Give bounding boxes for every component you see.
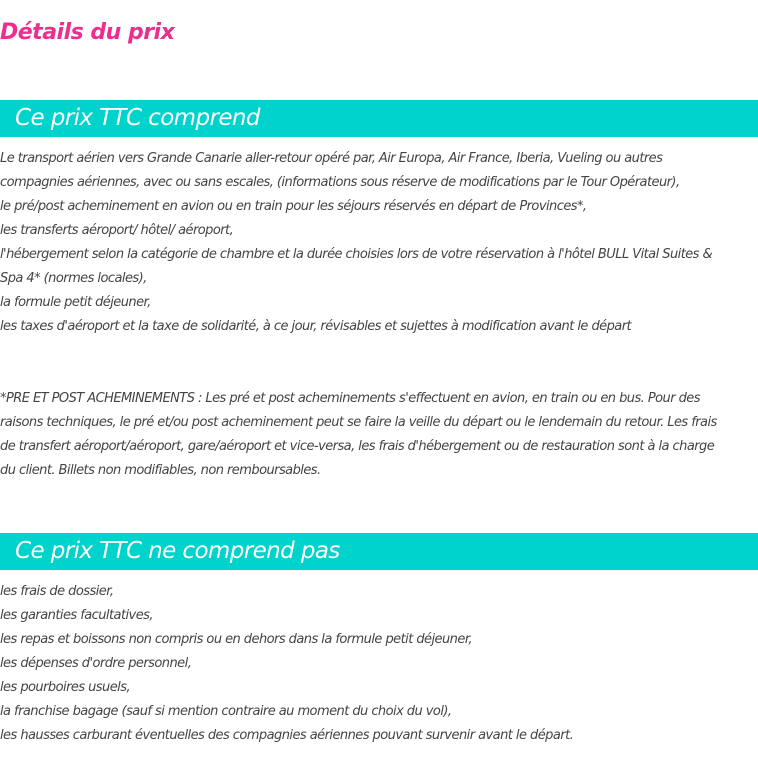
note-line: de transfert aéroport/aéroport, gare/aéroport et vice-versa, les frais d'hébergement ou de restauration sont à la charge (0, 439, 715, 454)
excluded-line: les dépenses d'ordre personnel, (0, 656, 192, 671)
included-line: Le transport aérien vers Grande Canarie aller-retour opéré par, Air Europa, Air France, Iberia, Vueling ou autres (0, 151, 663, 166)
excluded-line: les frais de dossier, (0, 584, 114, 599)
excluded-line: les pourboires usuels, (0, 680, 131, 695)
excluded-section-header: Ce prix TTC ne comprend pas (0, 533, 758, 570)
note-line: *PRE ET POST ACHEMINEMENTS : Les pré et post acheminements s'effectuent en avion, en train ou en bus. Pour des (0, 391, 700, 406)
excluded-line: les garanties facultatives, (0, 608, 153, 623)
page-title: Détails du prix (0, 20, 175, 45)
note-line: raisons techniques, le pré et/ou post acheminement peut se faire la veille du départ ou le lendemain du retour. Les frais (0, 415, 717, 430)
excluded-list (0, 580, 758, 748)
excluded-line: la franchise bagage (sauf si mention contraire au moment du choix du vol), (0, 704, 452, 719)
acheminement-note (0, 387, 758, 483)
included-line: la formule petit déjeuner, (0, 295, 151, 310)
excluded-line: les hausses carburant éventuelles des compagnies aériennes pouvant survenir avant le départ. (0, 728, 574, 743)
included-line: le pré/post acheminement en avion ou en train pour les séjours réservés en départ de Provinces*, (0, 199, 587, 214)
included-list (0, 147, 758, 339)
excluded-line: les repas et boissons non compris ou en dehors dans la formule petit déjeuner, (0, 632, 473, 647)
included-line: les taxes d'aéroport et la taxe de solidarité, à ce jour, révisables et sujettes à modification avant le départ (0, 319, 632, 334)
included-section-header: Ce prix TTC comprend (0, 100, 758, 137)
included-line: Spa 4* (normes locales), (0, 271, 147, 286)
included-line: compagnies aériennes, avec ou sans escales, (informations sous réserve de modifications par le Tour Opérateur), (0, 175, 680, 190)
included-line: l'hébergement selon la catégorie de chambre et la durée choisies lors de votre réservation à l'hôtel BULL Vital Suites & (0, 247, 713, 262)
included-line: les transferts aéroport/ hôtel/ aéroport, (0, 223, 234, 238)
note-line: du client. Billets non modifiables, non remboursables. (0, 463, 321, 478)
